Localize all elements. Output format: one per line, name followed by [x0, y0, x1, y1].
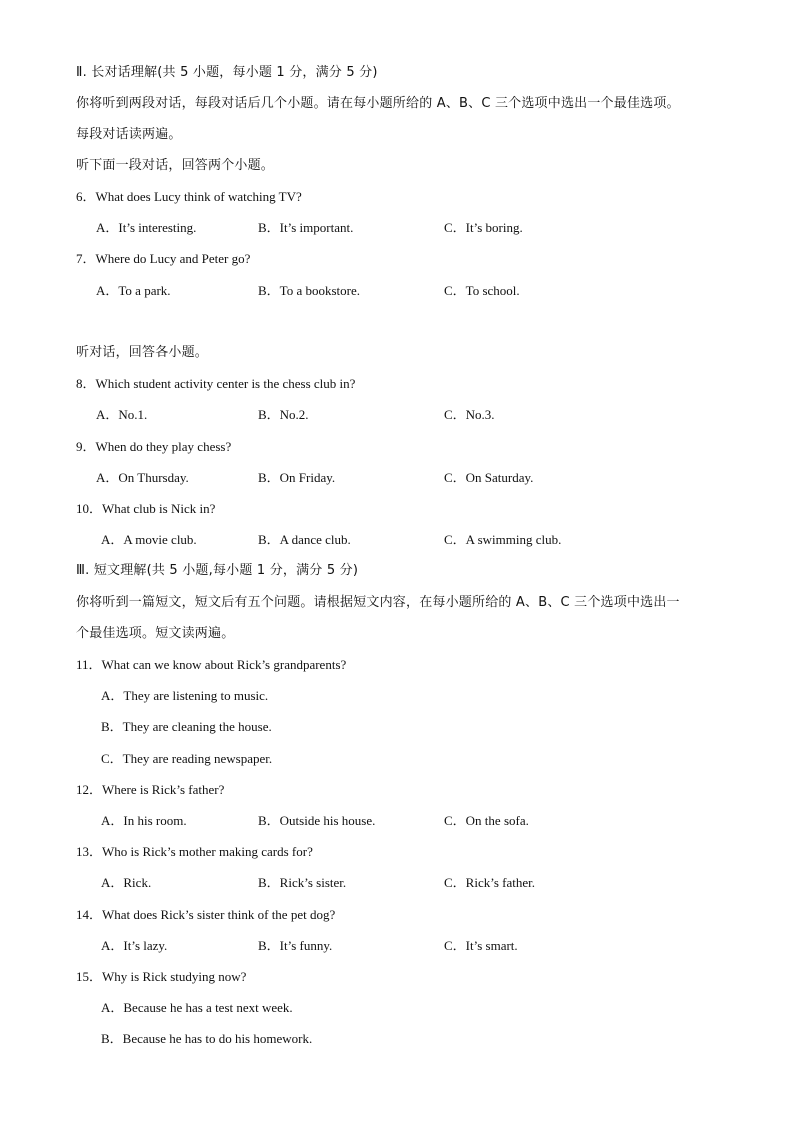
question-14-option-c[interactable]: C．It’s smart. — [444, 938, 518, 953]
dialogue-2-intro: 听对话，回答各小题。 — [76, 345, 209, 360]
question-14-option-b[interactable]: B．It’s funny. — [258, 938, 333, 953]
question-10-option-c[interactable]: C．A swimming club. — [444, 532, 562, 547]
question-10-option-b[interactable]: B．A dance club. — [258, 532, 351, 547]
question-11-option-c[interactable]: C．They are reading newspaper. — [101, 751, 273, 766]
question-9-option-b[interactable]: B．On Friday. — [258, 470, 336, 485]
section-2-heading: Ⅱ. 长对话理解(共 5 小题，每小题 1 分，满分 5 分) — [76, 65, 378, 80]
question-15-option-a[interactable]: A．Because he has a test next week. — [101, 1000, 293, 1015]
question-7-option-c[interactable]: C．To school. — [444, 283, 520, 298]
question-6-option-c[interactable]: C．It’s boring. — [444, 220, 523, 235]
question-13-option-a[interactable]: A．Rick. — [101, 875, 152, 890]
section-2-instruction-cont: 每段对话读两遍。 — [76, 127, 182, 142]
question-6-option-b[interactable]: B．It’s important. — [258, 220, 354, 235]
question-8-option-a[interactable]: A．No.1. — [96, 407, 148, 422]
question-7-stem: 7．Where do Lucy and Peter go? — [76, 251, 251, 266]
question-12-option-b[interactable]: B．Outside his house. — [258, 813, 376, 828]
question-13-option-c[interactable]: C．Rick’s father. — [444, 875, 535, 890]
question-15-stem: 15．Why is Rick studying now? — [76, 969, 247, 984]
question-12-option-c[interactable]: C．On the sofa. — [444, 813, 529, 828]
question-14-option-a[interactable]: A．It’s lazy. — [101, 938, 168, 953]
question-13-option-b[interactable]: B．Rick’s sister. — [258, 875, 347, 890]
question-9-option-a[interactable]: A．On Thursday. — [96, 470, 189, 485]
section-3-instruction-cont: 个最佳选项。短文读两遍。 — [76, 626, 235, 641]
question-13-stem: 13．Who is Rick’s mother making cards for? — [76, 844, 313, 859]
question-11-option-b[interactable]: B．They are cleaning the house. — [101, 719, 272, 734]
question-12-stem: 12．Where is Rick’s father? — [76, 782, 225, 797]
question-9-option-c[interactable]: C．On Saturday. — [444, 470, 534, 485]
question-11-option-a[interactable]: A．They are listening to music. — [101, 688, 269, 703]
question-7-option-b[interactable]: B．To a bookstore. — [258, 283, 360, 298]
question-6-option-a[interactable]: A．It’s interesting. — [96, 220, 197, 235]
question-9-stem: 9．When do they play chess? — [76, 439, 232, 454]
question-14-stem: 14．What does Rick’s sister think of the pet dog? — [76, 907, 336, 922]
question-15-option-b[interactable]: B．Because he has to do his homework. — [101, 1031, 313, 1046]
question-6-stem: 6．What does Lucy think of watching TV? — [76, 189, 302, 204]
question-8-option-b[interactable]: B．No.2. — [258, 407, 309, 422]
dialogue-1-intro: 听下面一段对话，回答两个小题。 — [76, 158, 275, 173]
section-3-heading: Ⅲ. 短文理解(共 5 小题,每小题 1 分，满分 5 分) — [76, 563, 359, 578]
question-8-stem: 8．Which student activity center is the chess club in? — [76, 376, 356, 391]
question-11-stem: 11．What can we know about Rick’s grandparents? — [76, 657, 347, 672]
question-10-option-a[interactable]: A．A movie club. — [101, 532, 197, 547]
question-12-option-a[interactable]: A．In his room. — [101, 813, 187, 828]
question-10-stem: 10．What club is Nick in? — [76, 501, 216, 516]
question-8-option-c[interactable]: C．No.3. — [444, 407, 495, 422]
section-2-instruction: 你将听到两段对话，每段对话后几个小题。请在每小题所给的 A、B、C 三个选项中选出一个最佳选项。 — [76, 96, 680, 111]
section-3-instruction: 你将听到一篇短文，短文后有五个问题。请根据短文内容，在每小题所给的 A、B、C 三个选项中选出一 — [76, 595, 680, 610]
question-7-option-a[interactable]: A．To a park. — [96, 283, 171, 298]
